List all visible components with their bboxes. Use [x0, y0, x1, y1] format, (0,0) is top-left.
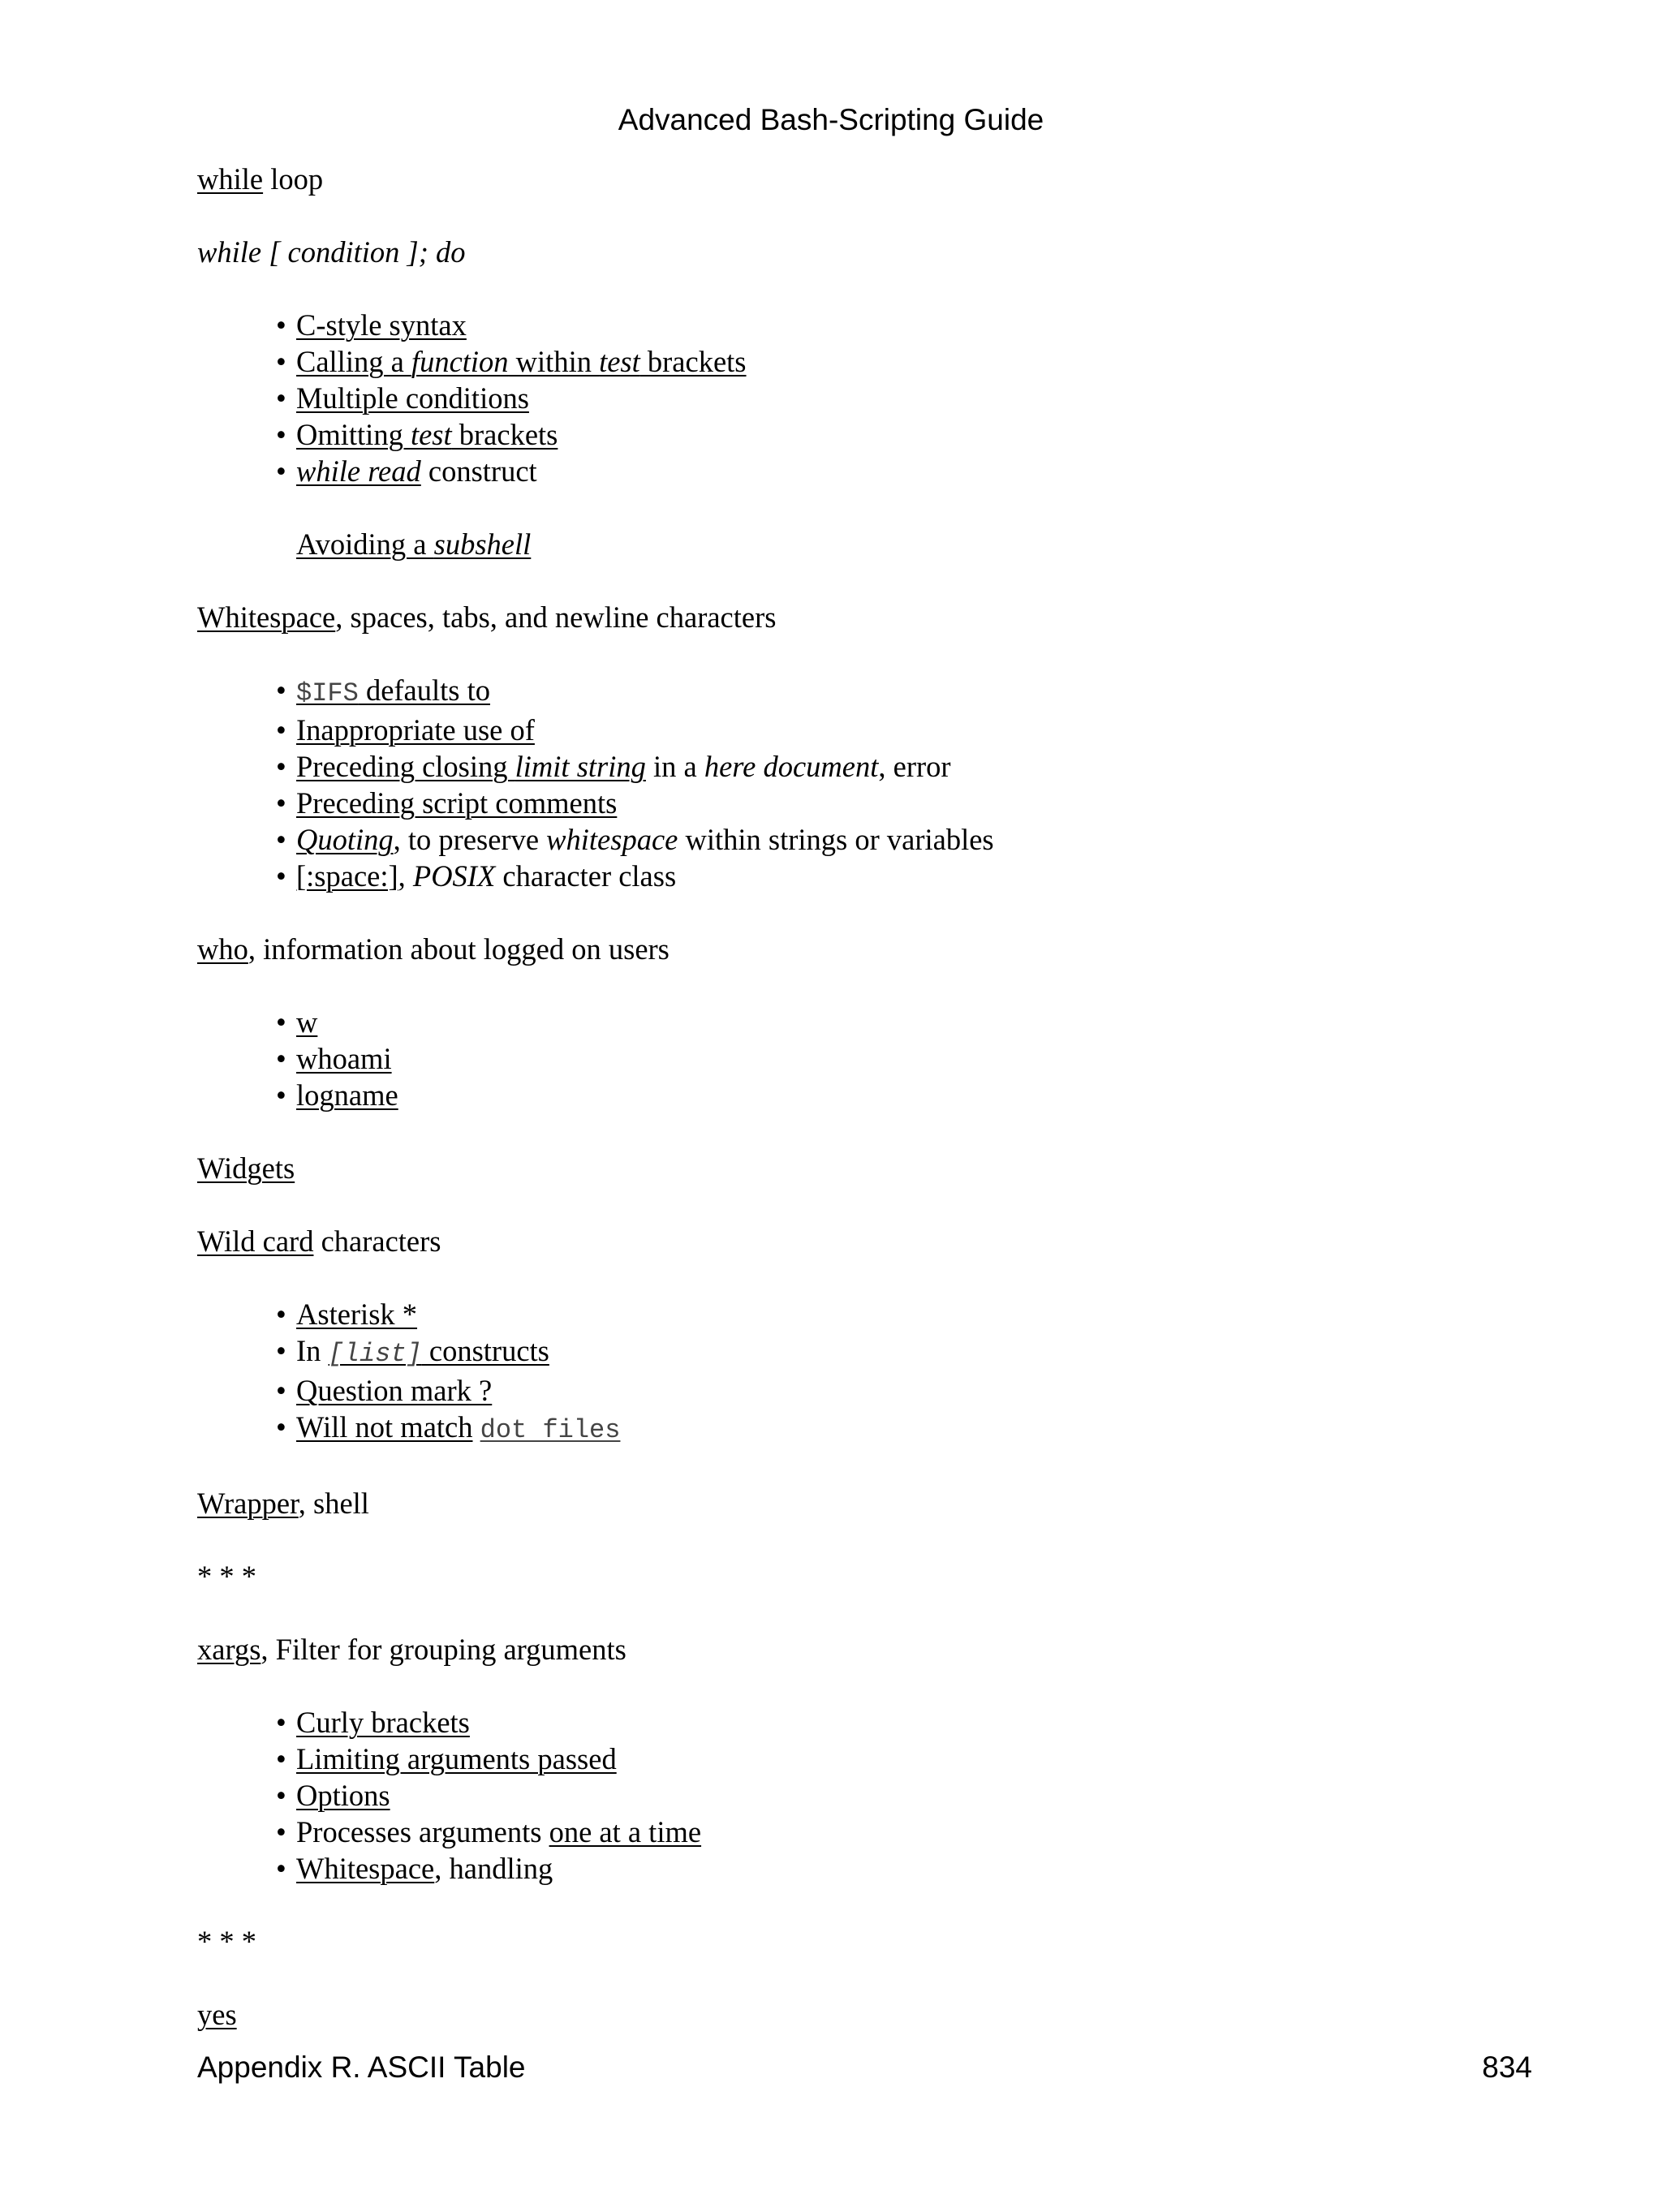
- avoiding-subshell-entry: [197, 526, 1536, 562]
- list-item: [296, 1332, 1536, 1372]
- options-link[interactable]: Options: [296, 1779, 390, 1812]
- calling-function-link[interactable]: [296, 345, 747, 378]
- while-read-link[interactable]: [296, 454, 421, 488]
- index-entry-whitespace: [197, 599, 1536, 635]
- calling-function: function: [411, 345, 509, 378]
- omitting-test-link[interactable]: [296, 418, 558, 451]
- posix-text: POSIX: [412, 859, 496, 893]
- calling-test: test: [599, 345, 640, 378]
- preceding-in: in a: [645, 750, 704, 783]
- quoting-post: within strings or variables: [678, 823, 994, 856]
- who-link[interactable]: who: [197, 932, 248, 966]
- limiting-arguments-link[interactable]: Limiting arguments passed: [296, 1742, 617, 1775]
- while-syntax: [197, 234, 1536, 270]
- index-entry-while: [197, 161, 1536, 197]
- page-header: Advanced Bash-Scripting Guide: [618, 103, 1044, 136]
- preceding-limit: limit string: [515, 750, 646, 783]
- c-style-syntax-link[interactable]: C-style syntax: [296, 308, 467, 342]
- footer-page-number: 834: [1482, 2051, 1532, 2084]
- section-separator: * * *: [197, 1560, 256, 1593]
- wrapper-rest: , shell: [298, 1487, 369, 1520]
- who-sublist: [197, 1004, 1536, 1113]
- index-entry-widgets: [197, 1150, 1536, 1186]
- quoting-text: Quoting: [296, 823, 394, 856]
- calling-pre: Calling a: [296, 345, 411, 378]
- list-item: [296, 1741, 1536, 1777]
- list-item: [296, 821, 1536, 858]
- list-item: [296, 343, 1536, 380]
- while-syntax-text: while [ condition ]; do: [197, 235, 466, 269]
- ws-post: , handling: [434, 1852, 553, 1885]
- list-item: [296, 1704, 1536, 1741]
- in-pre: In: [296, 1334, 329, 1367]
- avoiding-subshell: subshell: [433, 527, 532, 561]
- quoting-mid: , to preserve: [393, 823, 547, 856]
- preceding-error: , error: [878, 750, 951, 783]
- index-entry-xargs: [197, 1631, 1536, 1668]
- space-post: character class: [495, 859, 677, 893]
- logname-link[interactable]: logname: [296, 1078, 398, 1112]
- section-separator: * * *: [197, 1925, 256, 1958]
- omitting-pre: Omitting: [296, 418, 411, 451]
- quoting-link[interactable]: [296, 823, 394, 856]
- index-content: [197, 161, 1536, 2069]
- preceding-here: here document: [704, 750, 879, 783]
- who-rest: , information about logged on users: [248, 932, 670, 966]
- ifs-text: defaults to: [358, 673, 490, 707]
- list-item: [296, 1777, 1536, 1814]
- whitespace-link[interactable]: Whitespace: [197, 600, 336, 634]
- question-mark-link[interactable]: Question mark ?: [296, 1374, 493, 1407]
- preceding-pre: Preceding closing: [296, 750, 515, 783]
- in-code: [list]: [328, 1339, 422, 1369]
- list-item: [296, 1004, 1536, 1040]
- index-entry-yes: [197, 1996, 1536, 2033]
- list-item: [296, 416, 1536, 453]
- list-item: [296, 1372, 1536, 1409]
- calling-mid: within: [508, 345, 600, 378]
- calling-post: brackets: [639, 345, 747, 378]
- quoting-ws: whitespace: [546, 823, 678, 856]
- list-item: [296, 307, 1536, 343]
- list-item: [296, 1850, 1536, 1887]
- list-item: [296, 1409, 1536, 1448]
- wrapper-link[interactable]: Wrapper: [197, 1487, 299, 1520]
- list-item: [296, 785, 1536, 821]
- list-item: [296, 1814, 1536, 1850]
- in-post: constructs: [421, 1334, 549, 1367]
- wildcard-link[interactable]: Wild card: [197, 1224, 314, 1258]
- whitespace-rest: , spaces, tabs, and newline characters: [335, 600, 777, 634]
- yes-link[interactable]: yes: [197, 1998, 237, 2031]
- list-item: [296, 1296, 1536, 1332]
- xargs-rest: , Filter for grouping arguments: [260, 1633, 626, 1666]
- processes-pre: Processes arguments: [296, 1815, 549, 1848]
- index-entry-wildcard: [197, 1223, 1536, 1259]
- whoami-link[interactable]: whoami: [296, 1042, 392, 1075]
- omitting-post: brackets: [451, 418, 558, 451]
- ifs-defaults-link[interactable]: [296, 673, 490, 707]
- while-read-text: while read: [296, 454, 421, 488]
- list-item: [296, 748, 1536, 785]
- curly-brackets-link[interactable]: Curly brackets: [296, 1706, 470, 1739]
- avoiding-subshell-link[interactable]: [296, 527, 531, 561]
- list-item: [296, 672, 1536, 712]
- list-item: [296, 453, 1536, 489]
- while-read-construct: construct: [420, 454, 537, 488]
- dot-files-link[interactable]: dot files: [480, 1415, 621, 1445]
- one-at-a-time-link[interactable]: one at a time: [549, 1815, 702, 1848]
- xargs-link[interactable]: xargs: [197, 1633, 261, 1666]
- whitespace-sublist: [197, 672, 1536, 894]
- omitting-test: test: [410, 418, 452, 451]
- list-item: [296, 380, 1536, 416]
- list-constructs-link[interactable]: [329, 1334, 549, 1367]
- w-link[interactable]: w: [296, 1005, 318, 1039]
- list-item: [296, 858, 1536, 894]
- while-sublist: [197, 307, 1536, 489]
- widgets-link[interactable]: Widgets: [197, 1151, 295, 1185]
- list-item: [296, 1040, 1536, 1077]
- while-rest: loop: [263, 162, 324, 196]
- space-sep: ,: [398, 859, 413, 893]
- index-entry-who: [197, 931, 1536, 967]
- whitespace-handling-link[interactable]: Whitespace: [296, 1852, 435, 1885]
- will-not-match-link[interactable]: Will not match: [296, 1410, 473, 1444]
- ifs-code: $IFS: [296, 678, 359, 708]
- list-item: [296, 1077, 1536, 1113]
- avoiding-pre: Avoiding a: [296, 527, 434, 561]
- index-entry-wrapper: [197, 1485, 1536, 1521]
- preceding-limit-string-link[interactable]: [296, 750, 646, 783]
- asterisk-link[interactable]: Asterisk *: [296, 1298, 418, 1331]
- wildcard-sublist: [197, 1296, 1536, 1448]
- preceding-script-comments-link[interactable]: Preceding script comments: [296, 786, 618, 820]
- wildcard-rest: characters: [313, 1224, 441, 1258]
- xargs-sublist: [197, 1704, 1536, 1887]
- inappropriate-use-link[interactable]: Inappropriate use of: [296, 713, 535, 747]
- multiple-conditions-link[interactable]: Multiple conditions: [296, 381, 529, 415]
- while-link[interactable]: while: [197, 162, 264, 196]
- footer-chapter: Appendix R. ASCII Table: [197, 2051, 526, 2084]
- list-item: [296, 712, 1536, 748]
- space-class-link[interactable]: [:space:]: [296, 859, 398, 893]
